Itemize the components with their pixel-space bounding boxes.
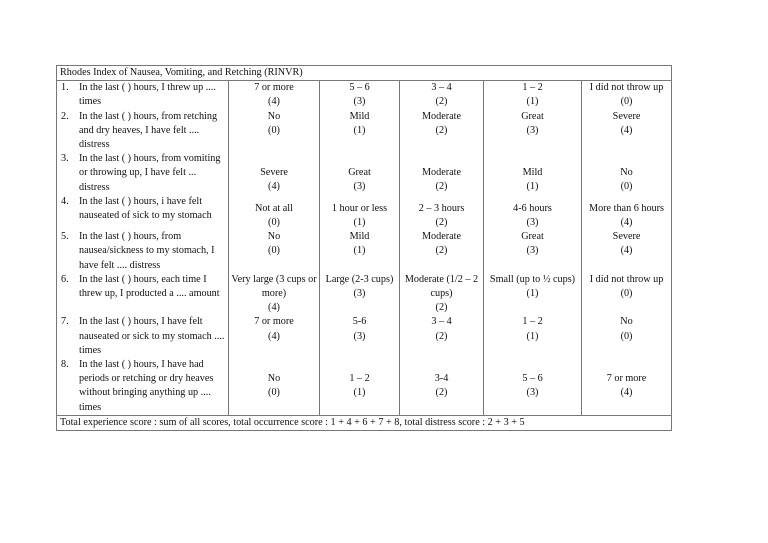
option-label: 1 – 2 (522, 82, 543, 94)
question-rows (57, 81, 672, 416)
option-cell (229, 110, 320, 153)
option-cell (400, 358, 484, 415)
option-cell (229, 315, 320, 358)
option-score: (3) (353, 330, 366, 342)
option-cell (229, 152, 320, 195)
table-footer-row (57, 415, 672, 430)
option-cell (229, 81, 320, 110)
question-number: 5. (61, 231, 69, 243)
option-score: (1) (353, 217, 366, 229)
option-score: (3) (353, 96, 366, 108)
option-cell (320, 81, 400, 110)
option-label: I did not throw up (589, 273, 664, 285)
option-score: (2) (435, 245, 448, 257)
option-label: Great (348, 167, 371, 179)
option-label: No (620, 316, 633, 328)
question-cell (57, 152, 229, 195)
table-footer: Total experience score : sum of all scores, total occurrence score : 1 + 4 + 6 + 7 + 8, total distress score : 2 + 3 + 5 (57, 415, 672, 430)
option-label: Severe (260, 167, 288, 179)
option-score: (4) (268, 330, 280, 342)
option-cell (320, 110, 400, 153)
option-cell (320, 273, 400, 316)
option-score: (4) (620, 387, 633, 399)
option-score: (4) (620, 124, 633, 136)
option-score: (0) (268, 245, 280, 257)
option-cell (582, 110, 672, 153)
option-score: (0) (620, 181, 633, 193)
rinvr-table (56, 65, 672, 431)
option-label: 7 or more (254, 82, 294, 94)
option-cell (320, 195, 400, 230)
option-score: (4) (620, 217, 633, 229)
question-text: In the last ( ) hours, i have felt nauseated of sick to my stomach (79, 195, 212, 222)
question-row (57, 195, 672, 230)
option-score: (3) (353, 288, 366, 300)
option-score: (4) (620, 245, 633, 257)
option-label: Severe (612, 231, 641, 243)
option-label: More than 6 hours (589, 202, 664, 214)
option-score: (1) (353, 387, 366, 399)
question-text: In the last ( ) hours, from nausea/sickness to my stomach, I have felt .... distress (79, 231, 215, 271)
option-cell (582, 230, 672, 273)
option-cell (400, 195, 484, 230)
table-title: Rhodes Index of Nausea, Vomiting, and Retching (RINVR) (57, 66, 672, 81)
question-number: 6. (61, 273, 69, 285)
option-label: Mild (522, 167, 543, 179)
option-label: No (267, 373, 281, 385)
question-number: 8. (61, 359, 69, 371)
question-cell (57, 195, 229, 230)
table-title-row (57, 66, 672, 81)
option-cell (400, 81, 484, 110)
option-cell (400, 230, 484, 273)
question-number: 2. (61, 110, 69, 122)
question-cell (57, 358, 229, 415)
option-cell (229, 230, 320, 273)
option-label: Not at all (255, 202, 293, 214)
option-cell (484, 110, 582, 153)
option-cell (229, 195, 320, 230)
question-text: In the last ( ) hours, from vomiting or throwing up, I have felt ... distress (79, 153, 221, 193)
option-label: Moderate (421, 231, 462, 243)
question-row (57, 110, 672, 153)
option-label: 7 or more (606, 373, 647, 385)
option-score: (4) (268, 96, 280, 108)
option-label: Moderate (421, 110, 462, 122)
option-label: Severe (612, 110, 641, 122)
option-score: (1) (526, 330, 539, 342)
option-cell (582, 273, 672, 316)
option-score: (0) (620, 96, 633, 108)
option-label: 7 or more (254, 316, 294, 328)
option-cell (484, 273, 582, 316)
option-score: (3) (526, 387, 539, 399)
option-score: (4) (268, 302, 280, 314)
option-label: 4-6 hours (513, 202, 552, 214)
option-score: (2) (435, 124, 448, 136)
question-cell (57, 315, 229, 358)
option-cell (400, 110, 484, 153)
question-row (57, 358, 672, 415)
option-label: 3 – 4 (431, 316, 452, 328)
option-cell (484, 81, 582, 110)
option-cell (229, 273, 320, 316)
option-label: 5 – 6 (349, 82, 370, 94)
option-label: Moderate (1/2 – 2 cups) (404, 273, 479, 300)
question-text: In the last ( ) hours, each time I threw up, I producted a .... amount (79, 273, 220, 300)
option-score: (2) (435, 96, 448, 108)
option-score: (2) (435, 330, 448, 342)
question-row (57, 230, 672, 273)
option-score: (3) (526, 217, 539, 229)
option-cell (582, 358, 672, 415)
question-row (57, 273, 672, 316)
option-label: Small (up to ½ cups) (489, 273, 576, 285)
option-label: 3-4 (434, 373, 449, 385)
option-label: Mild (349, 231, 370, 243)
option-score: (0) (268, 124, 280, 136)
question-text: In the last ( ) hours, from retching and dry heaves, I have felt .... distress (79, 110, 218, 151)
question-number: 1. (61, 82, 69, 94)
option-cell (320, 152, 400, 195)
option-cell (582, 195, 672, 230)
option-label: Great (521, 231, 544, 243)
question-text: In the last ( ) hours, I threw up .... times (79, 82, 216, 108)
option-cell (484, 358, 582, 415)
option-score: (2) (435, 181, 448, 193)
option-cell (320, 358, 400, 415)
option-cell (320, 315, 400, 358)
option-score: (0) (620, 288, 633, 300)
question-cell (57, 81, 229, 110)
question-row (57, 152, 672, 195)
question-cell (57, 230, 229, 273)
question-cell (57, 273, 229, 316)
option-label: No (620, 167, 633, 179)
option-score: (2) (435, 217, 448, 229)
option-score: (2) (435, 302, 448, 314)
option-cell (320, 230, 400, 273)
option-label: Moderate (421, 167, 462, 179)
option-cell (484, 230, 582, 273)
option-score: (3) (526, 245, 539, 257)
option-cell (582, 315, 672, 358)
question-number: 4. (61, 195, 69, 207)
option-label: 5 – 6 (522, 373, 543, 385)
option-label: 1 – 2 (349, 373, 370, 385)
option-label: I did not throw up (589, 82, 664, 94)
option-cell (400, 152, 484, 195)
option-score: (4) (268, 181, 280, 193)
question-row (57, 315, 672, 358)
option-label: No (267, 110, 281, 122)
option-score: (1) (526, 96, 539, 108)
option-cell (582, 81, 672, 110)
question-number: 7. (61, 316, 69, 328)
option-cell (484, 152, 582, 195)
option-score: (0) (268, 217, 280, 229)
option-label: Great (521, 110, 544, 122)
option-label: No (267, 231, 281, 243)
option-label: Mild (349, 110, 370, 122)
question-row (57, 81, 672, 110)
option-score: (1) (353, 245, 366, 257)
option-label: 5-6 (352, 316, 367, 328)
option-score: (2) (435, 387, 448, 399)
question-text: In the last ( ) hours, I have had periods or retching or dry heaves without bringing anything up .... times (79, 359, 214, 413)
option-label: Very large (3 cups or more) (231, 273, 317, 300)
option-cell (582, 152, 672, 195)
option-cell (400, 315, 484, 358)
option-score: (1) (526, 181, 539, 193)
option-label: Large (2-3 cups) (325, 273, 394, 285)
option-cell (400, 273, 484, 316)
option-score: (0) (620, 330, 633, 342)
question-text: In the last ( ) hours, I have felt nauseated or sick to my stomach .... times (79, 316, 225, 356)
option-cell (229, 358, 320, 415)
question-number: 3. (61, 153, 69, 165)
question-cell (57, 110, 229, 153)
option-label: 3 – 4 (431, 82, 452, 94)
option-score: (1) (353, 124, 366, 136)
option-label: 1 hour or less (331, 202, 388, 214)
option-score: (0) (268, 387, 280, 399)
option-cell (484, 195, 582, 230)
option-score: (3) (526, 124, 539, 136)
option-score: (1) (526, 288, 539, 300)
option-score: (3) (353, 181, 366, 193)
option-cell (484, 315, 582, 358)
option-label: 2 – 3 hours (418, 202, 465, 214)
option-label: 1 – 2 (522, 316, 543, 328)
